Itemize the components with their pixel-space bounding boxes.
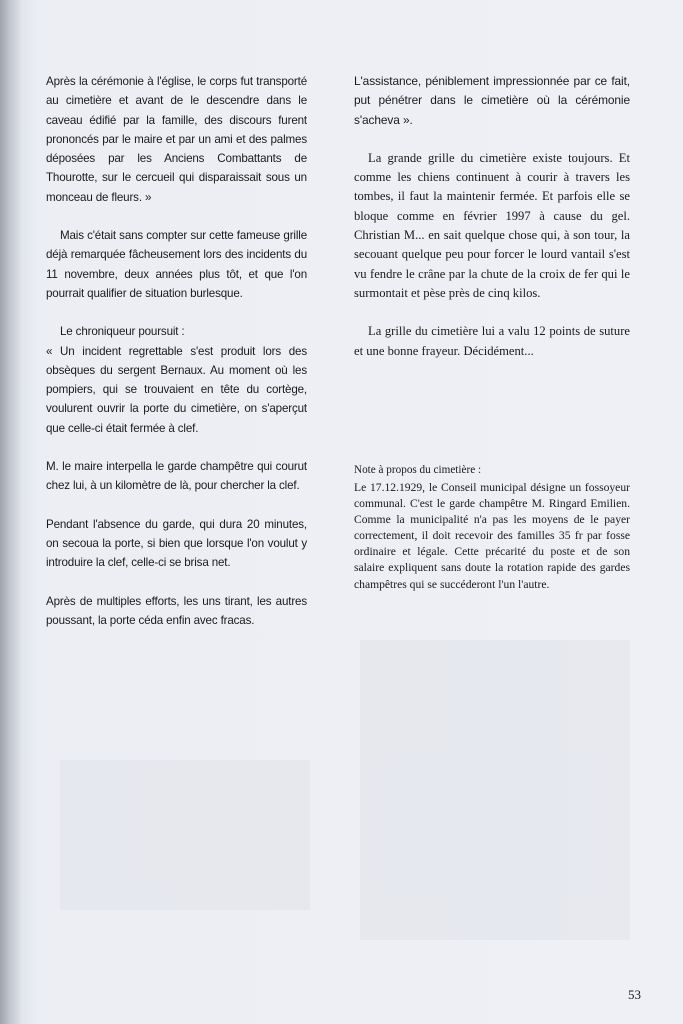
paragraph: M. le maire interpella le garde champêtre qui courut chez lui, à un kilomètre de là, pour chercher la clef. xyxy=(46,460,307,493)
paragraph: Le chroniqueur poursuit : xyxy=(60,325,185,339)
paragraph: L'assistance, péniblement impressionnée par ce fait, put pénétrer dans le cimetière où la cérémonie s'acheva ». xyxy=(354,74,630,127)
paragraph: Après de multiples efforts, les uns tirant, les autres poussant, la porte céda enfin avec fracas. xyxy=(46,594,307,627)
paragraph: La grille du cimetière lui a valu 12 points de suture et une bonne frayeur. Décidément... xyxy=(354,324,630,358)
show-through-shadow xyxy=(360,640,630,940)
show-through-shadow xyxy=(60,760,310,910)
book-gutter-shadow xyxy=(0,0,22,1024)
cemetery-note xyxy=(354,462,630,593)
paragraph: Après la cérémonie à l'église, le corps fut transporté au cimetière et avant de le descendre dans le caveau édifié par la famille, des discours furent prononcés par le maire et par un ami et des palmes déposées par les Anciens Combattants de Thourotte, sur le cercueil qui disparaissait sous un monceau de fleurs. » xyxy=(46,75,307,204)
right-column xyxy=(354,72,630,380)
left-column xyxy=(46,72,307,630)
paragraph: La grande grille du cimetière existe toujours. Et comme les chiens continuent à courir à travers les tombes, il faut la maintenir fermée. Et parfois elle se bloque comme en février 1997 à cause du gel. Christian M... en sait quelque chose qui, à son tour, la secouant quelque peu pour forcer le lourd vantail s'est vu fendre le crâne par la chute de la croix de fer qui le surmontait et pèse près de cinq kilos. xyxy=(354,150,630,300)
page-number: 53 xyxy=(628,987,641,1002)
note-title: Note à propos du cimetière : xyxy=(354,464,482,476)
paragraph: « Un incident regrettable s'est produit lors des obsèques du sergent Bernaux. Au moment où les pompiers, qui se trouvaient en tête du cortège, voulurent ouvrir la porte du cimetière, on s'aperçut que celle-ci était fermée à clef. xyxy=(46,344,307,435)
paragraph: Pendant l'absence du garde, qui dura 20 minutes, on secoua la porte, si bien que lorsque l'on voulut y introduire la clef, celle-ci se brisa net. xyxy=(46,517,307,570)
note-body: Le 17.12.1929, le Conseil municipal désigne un fossoyeur communal. C'est le garde champêtre M. Ringard Emilien. Comme la municipalité n'a pas les moyens de le payer correctement, il doit recevoir des familles 35 fr par fosse ordinaire et légale. Cette précarité du poste et de son salaire expliquent sans doute la rotation rapide des gardes champêtres qui se succéderont l'un l'autre. xyxy=(354,481,630,591)
paragraph: Mais c'était sans compter sur cette fameuse grille déjà remarquée fâcheusement lors des incidents du 11 novembre, deux années plus tôt, et que l'on pourrait qualifier de situation burlesque. xyxy=(46,229,307,300)
